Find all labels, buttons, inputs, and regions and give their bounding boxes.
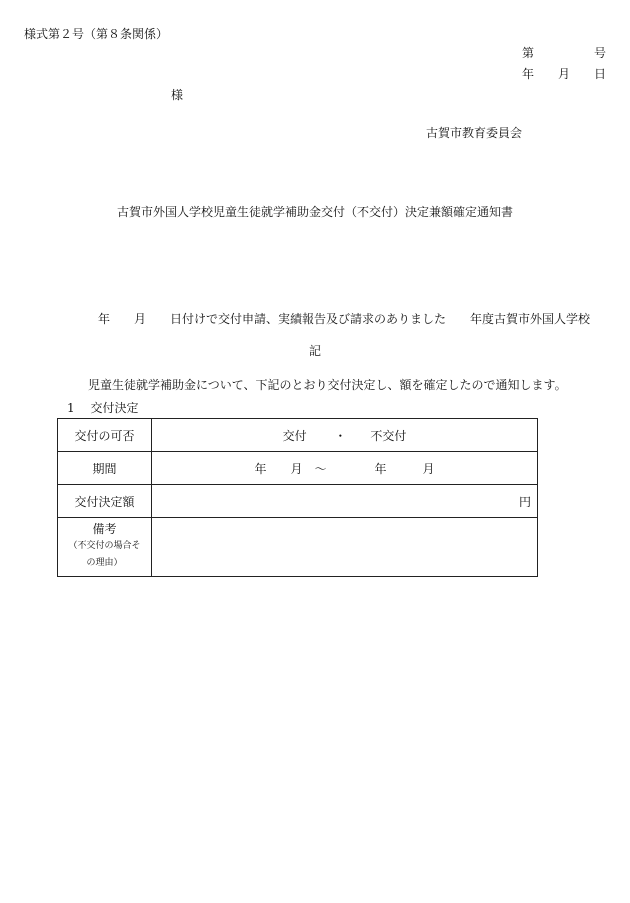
- recipient-line: 様: [171, 88, 184, 102]
- remarks-value: [152, 518, 538, 577]
- table-row: [58, 518, 538, 577]
- date-line: 年 月 日: [521, 67, 606, 81]
- approval-value: 交付 ・ 不交付: [152, 419, 538, 452]
- form-number: 様式第２号（第８条関係）: [24, 27, 169, 41]
- table-row: [58, 485, 538, 518]
- ki-marker: 記: [308, 344, 321, 358]
- document-number-line: 第 号: [521, 46, 606, 60]
- notice-body-line-1: 年 月 日付けで交付申請、実績報告及び請求のありました 年度古賀市外国人学校: [98, 312, 591, 326]
- approval-label: 交付の可否: [58, 419, 152, 452]
- section-heading: 1 交付決定: [67, 401, 139, 415]
- issuer-name: 古賀市教育委員会: [426, 126, 523, 140]
- remarks-label: [58, 518, 152, 577]
- remarks-sublabel-2: の理由）: [86, 557, 123, 568]
- notice-body-line-2: 児童生徒就学補助金について、下記のとおり交付決定し、額を確定したので通知します。: [88, 378, 567, 392]
- table-row: [58, 452, 538, 485]
- remarks-title: 備考: [92, 522, 117, 537]
- remarks-sublabel-1: （不交付の場合そ: [68, 540, 141, 551]
- grant-decision-table: [57, 418, 538, 577]
- period-value: 年 月 ～ 年 月: [152, 452, 538, 485]
- table-row: [58, 419, 538, 452]
- notice-body: [88, 264, 608, 418]
- period-label: 期間: [58, 452, 152, 485]
- document-title: 古賀市外国人学校児童生徒就学補助金交付（不交付）決定兼額確定通知書: [116, 205, 513, 219]
- amount-value: 円: [152, 485, 538, 518]
- amount-label: 交付決定額: [58, 485, 152, 518]
